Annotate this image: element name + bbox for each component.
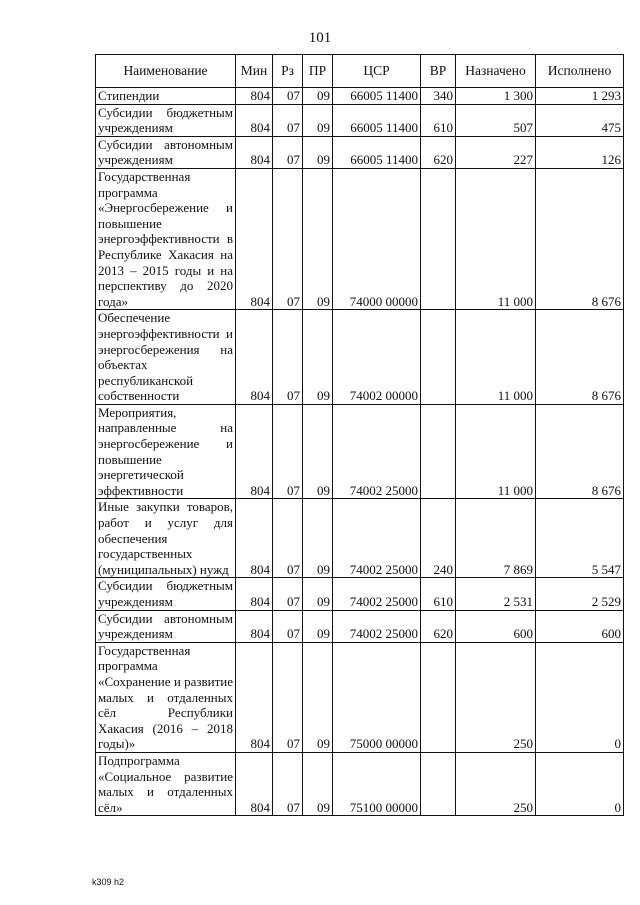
row-min: 804 (236, 404, 273, 499)
row-vr (421, 642, 456, 752)
row-pr: 09 (303, 578, 333, 610)
row-name: Мероприятия, направленные на энергосбережение и повышение энергетической эффективности (96, 404, 236, 499)
row-pr: 09 (303, 404, 333, 499)
row-assigned: 507 (456, 104, 536, 136)
row-min: 804 (236, 136, 273, 168)
row-rz: 07 (273, 499, 303, 578)
row-csr: 75000 00000 (333, 642, 421, 752)
row-name: Подпрограмма «Социальное развитие малых и отдаленных сёл» (96, 752, 236, 815)
row-rz: 07 (273, 404, 303, 499)
row-vr: 340 (421, 88, 456, 105)
row-pr: 09 (303, 752, 333, 815)
row-name: Субсидии бюджетным учреждениям (96, 104, 236, 136)
row-csr: 66005 11400 (333, 104, 421, 136)
table-row (96, 104, 624, 136)
row-rz: 07 (273, 752, 303, 815)
row-vr: 620 (421, 610, 456, 642)
header-vr: ВР (421, 55, 456, 88)
row-pr: 09 (303, 104, 333, 136)
header-name: Наименование (96, 55, 236, 88)
row-min: 804 (236, 610, 273, 642)
row-csr: 75100 00000 (333, 752, 421, 815)
row-rz: 07 (273, 104, 303, 136)
header-rz: Рз (273, 55, 303, 88)
table-row (96, 310, 624, 405)
row-min: 804 (236, 499, 273, 578)
table-row (96, 168, 624, 309)
row-vr (421, 404, 456, 499)
header-csr: ЦСР (333, 55, 421, 88)
row-name: Иные закупки товаров, работ и услуг для обеспечения государственных (муниципальных) нужд (96, 499, 236, 578)
row-assigned: 11 000 (456, 404, 536, 499)
header-min: Мин (236, 55, 273, 88)
row-rz: 07 (273, 578, 303, 610)
table-row (96, 752, 624, 815)
row-pr: 09 (303, 168, 333, 309)
row-executed: 8 676 (536, 404, 624, 499)
row-assigned: 11 000 (456, 310, 536, 405)
row-min: 804 (236, 104, 273, 136)
row-assigned: 1 300 (456, 88, 536, 105)
row-pr: 09 (303, 610, 333, 642)
row-executed: 8 676 (536, 310, 624, 405)
row-pr: 09 (303, 642, 333, 752)
table-row (96, 642, 624, 752)
row-csr: 66005 11400 (333, 88, 421, 105)
row-rz: 07 (273, 642, 303, 752)
row-vr (421, 168, 456, 309)
row-pr: 09 (303, 310, 333, 405)
row-executed: 0 (536, 752, 624, 815)
row-csr: 74002 25000 (333, 499, 421, 578)
row-csr: 74000 00000 (333, 168, 421, 309)
table-row (96, 404, 624, 499)
row-name: Государственная программа «Сохранение и развитие малых и отдаленных сёл Республики Хакасия (2016 – 2018 годы)» (96, 642, 236, 752)
row-executed: 0 (536, 642, 624, 752)
row-name: Субсидии автономным учреждениям (96, 136, 236, 168)
row-name: Стипендии (96, 88, 236, 105)
row-csr: 74002 25000 (333, 578, 421, 610)
row-assigned: 600 (456, 610, 536, 642)
table-row (96, 136, 624, 168)
row-vr (421, 310, 456, 405)
row-name: Государственная программа «Энергосбережение и повышение энергоэффективности в Республике Хакасия на 2013 – 2015 годы и на перспективу до 2020 года» (96, 168, 236, 309)
row-pr: 09 (303, 88, 333, 105)
row-min: 804 (236, 168, 273, 309)
row-executed: 2 529 (536, 578, 624, 610)
row-name: Субсидии бюджетным учреждениям (96, 578, 236, 610)
table-row (96, 610, 624, 642)
row-min: 804 (236, 88, 273, 105)
row-vr: 610 (421, 578, 456, 610)
row-vr: 620 (421, 136, 456, 168)
row-min: 804 (236, 752, 273, 815)
row-assigned: 250 (456, 752, 536, 815)
footer-code: k309 h2 (92, 877, 125, 887)
row-csr: 74002 00000 (333, 310, 421, 405)
row-executed: 5 547 (536, 499, 624, 578)
header-executed: Исполнено (536, 55, 624, 88)
row-rz: 07 (273, 610, 303, 642)
budget-table (95, 54, 624, 816)
row-executed: 1 293 (536, 88, 624, 105)
row-assigned: 250 (456, 642, 536, 752)
row-min: 804 (236, 642, 273, 752)
row-rz: 07 (273, 88, 303, 105)
row-assigned: 2 531 (456, 578, 536, 610)
row-csr: 74002 25000 (333, 404, 421, 499)
row-csr: 74002 25000 (333, 610, 421, 642)
row-assigned: 227 (456, 136, 536, 168)
row-min: 804 (236, 310, 273, 405)
row-executed: 126 (536, 136, 624, 168)
table-row (96, 88, 624, 105)
row-vr: 240 (421, 499, 456, 578)
table-header-row (96, 55, 624, 88)
row-name: Субсидии автономным учреждениям (96, 610, 236, 642)
header-assigned: Назначено (456, 55, 536, 88)
header-pr: ПР (303, 55, 333, 88)
table-row (96, 499, 624, 578)
page-number: 101 (308, 30, 332, 46)
row-executed: 8 676 (536, 168, 624, 309)
row-vr: 610 (421, 104, 456, 136)
row-vr (421, 752, 456, 815)
row-executed: 475 (536, 104, 624, 136)
row-rz: 07 (273, 310, 303, 405)
row-min: 804 (236, 578, 273, 610)
row-csr: 66005 11400 (333, 136, 421, 168)
table-row (96, 578, 624, 610)
row-assigned: 7 869 (456, 499, 536, 578)
row-rz: 07 (273, 168, 303, 309)
row-assigned: 11 000 (456, 168, 536, 309)
row-name: Обеспечение энергоэффективности и энергосбережения на объектах республиканской собственности (96, 310, 236, 405)
row-executed: 600 (536, 610, 624, 642)
row-pr: 09 (303, 499, 333, 578)
row-rz: 07 (273, 136, 303, 168)
row-pr: 09 (303, 136, 333, 168)
